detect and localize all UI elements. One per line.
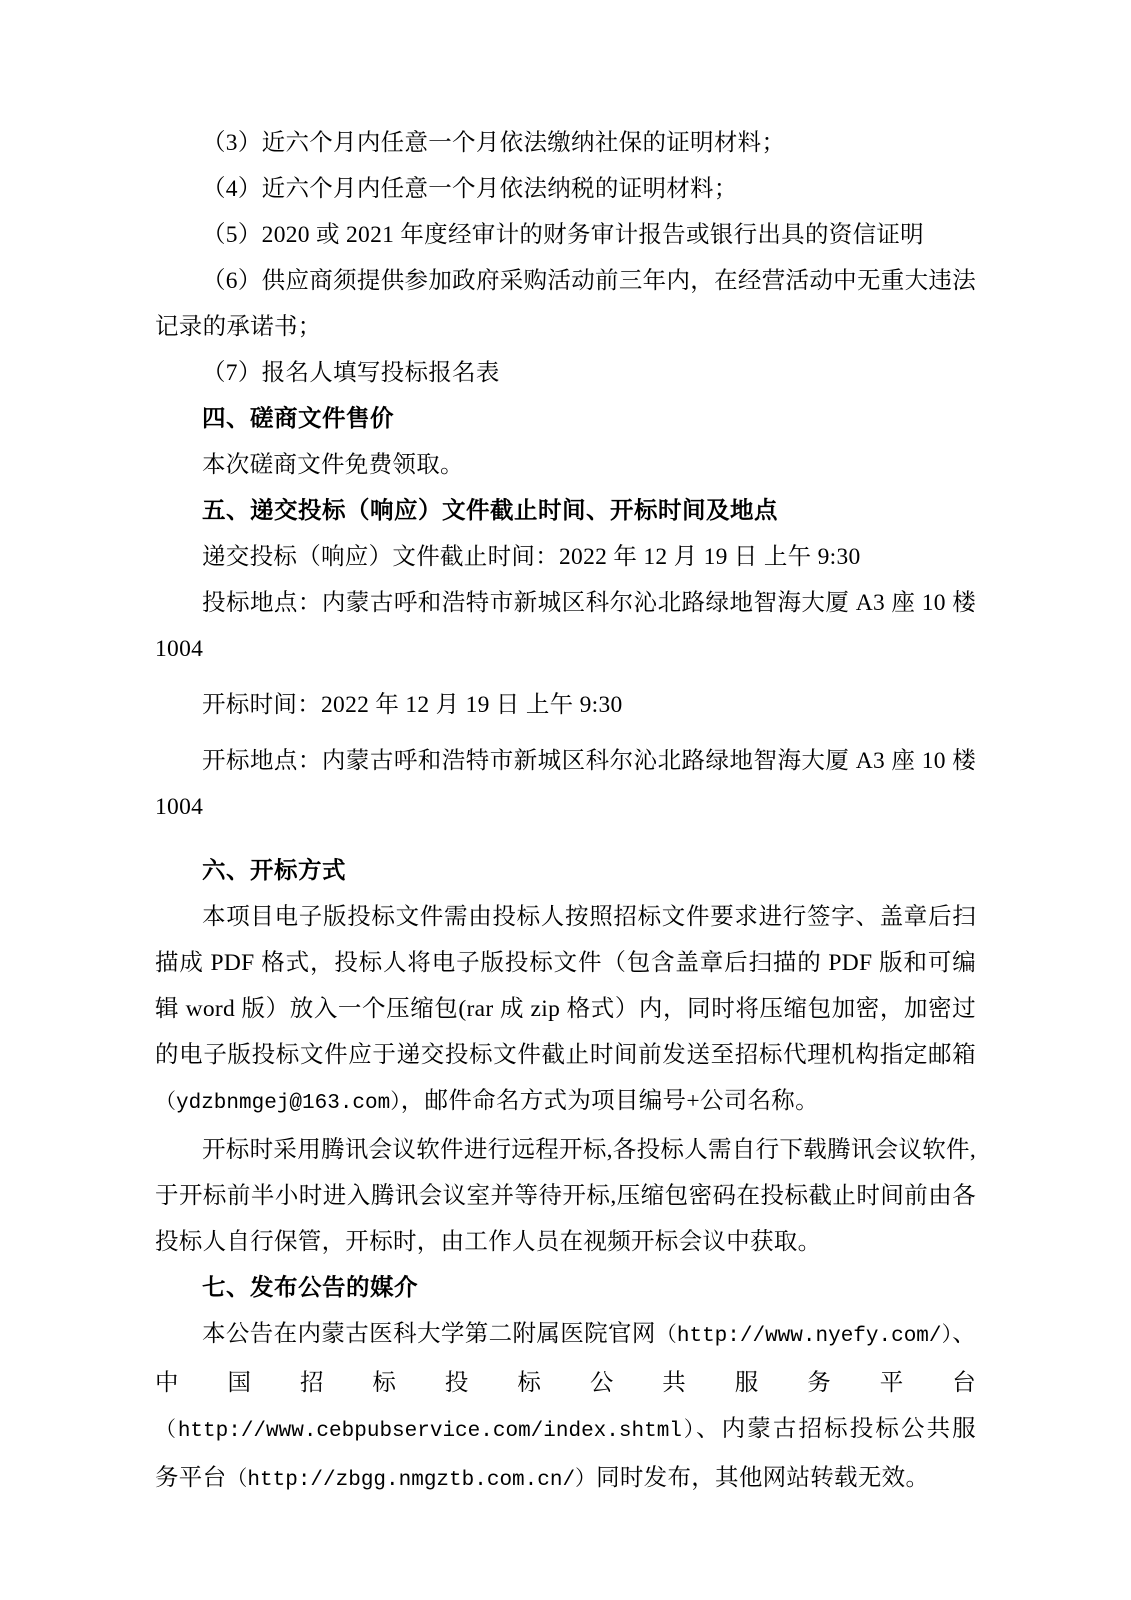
announcement-text-c: 、内蒙古招标投标公共服务平台 bbox=[155, 1416, 976, 1491]
open-location-line: 开标地点：内蒙古呼和浩特市新城区科尔沁北路绿地智海大厦 A3 座 10 楼 1004 bbox=[155, 748, 976, 820]
spacer bbox=[155, 672, 976, 682]
list-item: （7）报名人填写投标报名表 bbox=[202, 360, 500, 386]
section-seven-paragraph bbox=[155, 1311, 976, 1504]
section-heading-seven: 七、发布公告的媒介 bbox=[202, 1275, 418, 1301]
contact-email: （ydzbnmgej@163.com） bbox=[155, 1092, 401, 1115]
section-heading-four: 四、磋商文件售价 bbox=[202, 406, 394, 432]
nmgztb-url[interactable]: （http://zbgg.nmgztb.com.cn/） bbox=[226, 1469, 597, 1492]
section-heading-five: 五、递交投标（响应）文件截止时间、开标时间及地点 bbox=[202, 498, 778, 524]
paragraph-text: 本项目电子版投标文件需由投标人按照招标文件要求进行签字、盖章后扫描成 PDF 格式，投标人将电子版投标文件（包含盖章后扫描的 PDF 版和可编辑 word 版）放入一个压缩包(rar 成 zip 格式）内，同时将压缩包加密，加密过的电子版投标文件应于递交投标文件截止时间前发送至招标代理机构指定邮箱 bbox=[155, 904, 976, 1068]
list-item: （4）近六个月内任意一个月依法纳税的证明材料； bbox=[202, 176, 738, 202]
spacer bbox=[155, 728, 976, 738]
bid-location-line: 投标地点：内蒙古呼和浩特市新城区科尔沁北路绿地智海大厦 A3 座 10 楼 1004 bbox=[155, 590, 976, 662]
announcement-text-a: 本公告在内蒙古医科大学第二附属医院官网 bbox=[202, 1321, 656, 1347]
list-item: （6）供应商须提供参加政府采购活动前三年内，在经营活动中无重大违法记录的承诺书； bbox=[155, 268, 976, 340]
section-six-paragraph-1 bbox=[155, 894, 976, 1127]
deadline-line: 递交投标（响应）文件截止时间：2022 年 12 月 19 日 上午 9:30 bbox=[202, 544, 861, 570]
hospital-website-url[interactable]: （http://www.nyefy.com/） bbox=[655, 1325, 953, 1348]
cebpubservice-url[interactable]: （http://www.cebpubservice.com/index.shtml） bbox=[155, 1420, 697, 1443]
section-six-paragraph-2: 开标时采用腾讯会议软件进行远程开标,各投标人需自行下载腾讯会议软件,于开标前半小时进入腾讯会议室并等待开标,压缩包密码在投标截止时间前由各投标人自行保管，开标时，由工作人员在视频开标会议中获取。 bbox=[155, 1137, 976, 1255]
spacer bbox=[155, 830, 976, 848]
announcement-text-b: 、中国招标投标公共服务平台 bbox=[155, 1321, 976, 1396]
open-time-line: 开标时间：2022 年 12 月 19 日 上午 9:30 bbox=[202, 692, 623, 718]
section-heading-six: 六、开标方式 bbox=[202, 858, 346, 884]
paragraph-text-tail: ，邮件命名方式为项目编号+公司名称。 bbox=[400, 1088, 819, 1114]
list-item: （5）2020 或 2021 年度经审计的财务审计报告或银行出具的资信证明 bbox=[202, 222, 924, 248]
list-item: （3）近六个月内任意一个月依法缴纳社保的证明材料； bbox=[202, 130, 786, 156]
announcement-text-d: 同时发布，其他网站转载无效。 bbox=[596, 1465, 930, 1491]
section-four-body: 本次磋商文件免费领取。 bbox=[202, 452, 464, 478]
